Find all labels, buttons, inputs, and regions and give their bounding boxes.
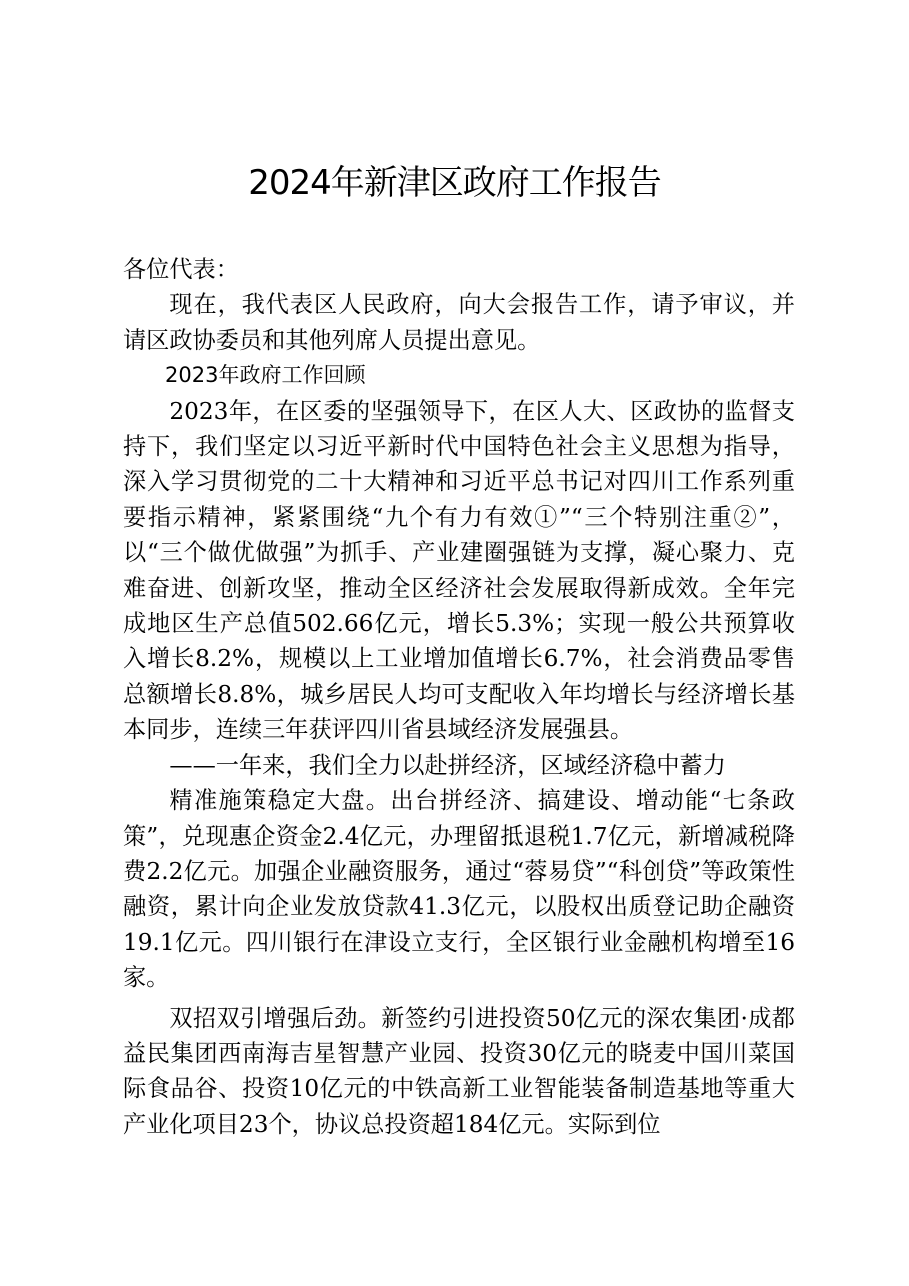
salutation: 各位代表： — [123, 256, 239, 283]
opening-paragraph: 现在，我代表区人民政府，向大会报告工作，请予审议，并请区政协委员和其他列席人员提出意见。 — [123, 291, 795, 354]
document-title: 2024年新津区政府工作报告 — [248, 163, 661, 203]
policy-paragraph: 精准施策稳定大盘。出台拼经济、搞建设、增动能“七条政策”，兑现惠企资金2.4亿元，办理留抵退税1.7亿元，新增减税降费2.2亿元。加强企业融资服务，通过“蓉易贷”“科创贷”等政策性融资，累计向企业发放贷款41.3亿元，以股权出质登记助企融资19.1亿元。四川银行在津设立支行，全区银行业金融机构增至16家。 — [123, 787, 795, 992]
subsection-heading: ——一年来，我们全力以赴拼经济，区域经济稳中蓄力 — [169, 751, 726, 779]
document-body — [123, 252, 795, 1142]
investment-paragraph: 双招双引增强后劲。新签约引进投资50亿元的深农集团·成都益民集团西南海吉星智慧产业园、投资30亿元的晓麦中国川菜国际食品谷、投资10亿元的中铁高新工业智能装备制造基地等重大产业化项目23个，协议总投资超184亿元。实际到位 — [123, 1004, 795, 1138]
section-heading: 2023年政府工作回顾 — [165, 363, 366, 388]
review-paragraph: 2023年，在区委的坚强领导下，在区人大、区政协的监督支持下，我们坚定以习近平新时代中国特色社会主义思想为指导，深入学习贯彻党的二十大精神和习近平总书记对四川工作系列重要指示精神，紧紧围绕“九个有力有效①”“三个特别注重②”，以“三个做优做强”为抓手、产业建圈强链为支撑，凝心聚力、克难奋进、创新攻坚，推动全区经济社会发展取得新成效。全年完成地区生产总值502.66亿元，增长5.3%；实现一般公共预算收入增长8.2%，规模以上工业增加值增长6.7%，社会消费品零售总额增长8.8%，城乡居民人均可支配收入年均增长与经济增长基本同步，连续三年获评四川省县域经济发展强县。 — [123, 397, 795, 744]
